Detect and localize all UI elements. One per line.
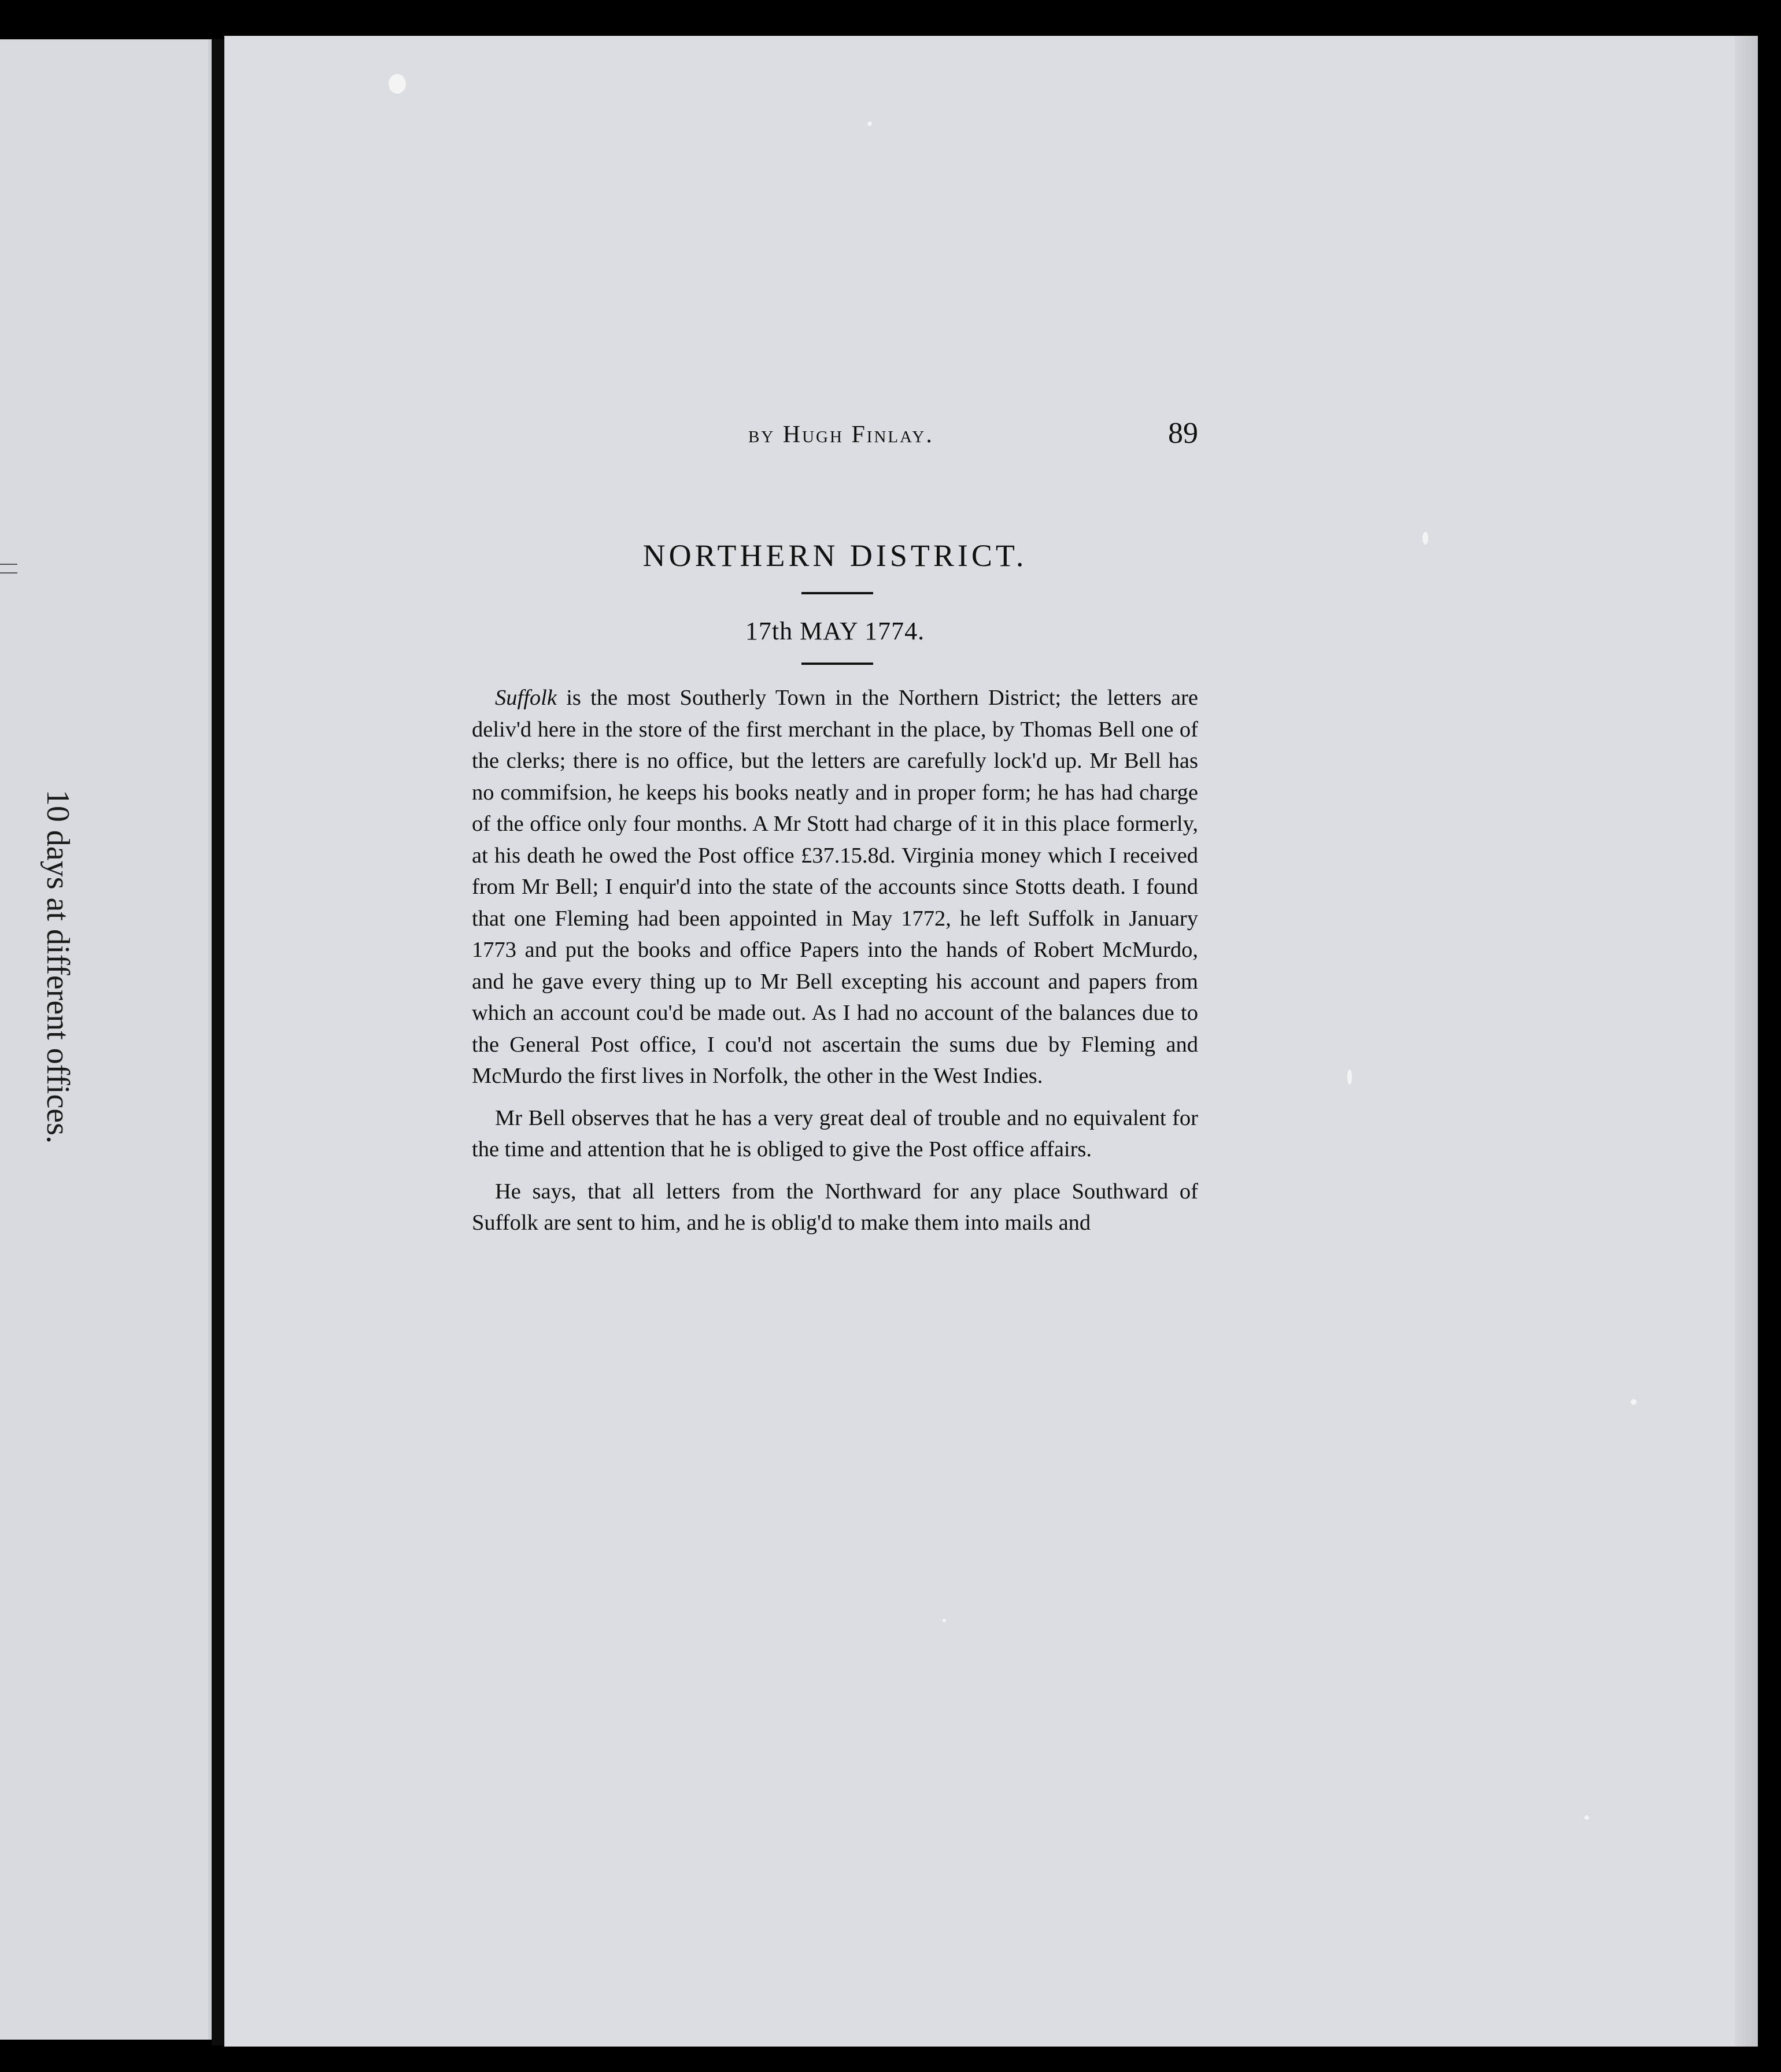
body-text: [472, 682, 1198, 1249]
scan-speck: [1422, 532, 1428, 545]
paragraph-text: Mr Bell observes that he has a very great deal of trouble and no equivalent for the time and attention that he is obliged to give the Post office affairs.: [472, 1105, 1198, 1161]
left-page-sidenote: 10 days at different offices.: [40, 789, 76, 1144]
paragraph: [472, 682, 1198, 1092]
paragraph-lead-italic: Suffolk: [495, 686, 557, 710]
paragraph: [472, 1102, 1198, 1166]
section-heading: NORTHERN DISTRICT.: [642, 538, 1028, 573]
paragraph: [472, 1176, 1198, 1239]
section-date: 17th MAY 1774.: [745, 617, 925, 645]
book-gutter: [212, 39, 224, 2045]
paragraph-text: is the most Southerly Town in the Northern District; the letters are deliv'd here in the store of the first merchant in the place, by Thomas Bell one of the clerks; there is no office, but the letters are carefully lock'd up. Mr Bell has no commifsion, he keeps his books neatly and in proper form; he has had charge of the office only four months. A Mr Stott had charge of it in this place formerly, at his death he owed the Post office £37.15.8d. Virginia money which I received from Mr Bell; I enquir'd into the state of the accounts since Stotts death. I found that one Fleming had been appointed in May 1772, he left Suffolk in January 1773 and put the books and office Papers into the hands of Robert McMurdo, and he gave every thing up to Mr Bell excepting his account and papers from which an account cou'd be made out. As I had no account of the balances due to the General Post office, I cou'd not ascertain the sums due by Fleming and McMurdo the first lives in Norfolk, the other in the West Indies.: [472, 686, 1198, 1088]
heading-rule: [801, 592, 873, 594]
running-title: by Hugh Finlay.: [748, 421, 934, 448]
left-page-rule: [0, 564, 17, 565]
right-page-edge: [1735, 36, 1758, 2047]
left-page-rule: [0, 572, 17, 574]
scan-speck: [389, 74, 406, 94]
scan-speck: [867, 121, 872, 126]
scan-speck: [1584, 1815, 1589, 1820]
scan-speck: [943, 1619, 946, 1622]
running-head: [472, 416, 1198, 462]
left-page: [0, 39, 220, 2040]
date-rule: [801, 663, 873, 665]
scan-speck: [1347, 1070, 1352, 1085]
paragraph-text: He says, that all letters from the Northward for any place Southward of Suffolk are sent to him, and he is oblig'd to make them into mails and: [472, 1179, 1198, 1235]
page-number: 89: [1168, 417, 1198, 450]
scan-speck: [1631, 1399, 1636, 1405]
